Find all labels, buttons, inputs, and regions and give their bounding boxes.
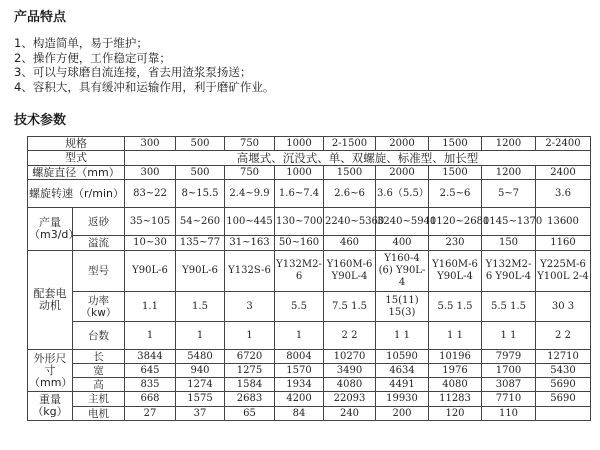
return-cell: 3240~5940	[376, 208, 429, 236]
width-cell: 940	[176, 364, 225, 378]
speed-cell: 3.6（5.5）	[376, 180, 429, 208]
power-cell: 3	[225, 292, 275, 322]
feature-item: 2、操作方便，工作稳定可靠；	[14, 50, 171, 65]
diameter-cell: 2000	[376, 166, 429, 180]
width-cell: 1570	[275, 364, 324, 378]
width-cell: 1700	[482, 364, 536, 378]
return-cell: 35~105	[125, 208, 176, 236]
length-cell: 10590	[376, 350, 429, 364]
row-height	[28, 378, 591, 392]
dims-label: 外形尺寸（mm）	[28, 350, 73, 392]
spec-cell: 2-1500	[324, 137, 376, 151]
height-cell: 1934	[275, 378, 324, 392]
row-spec	[28, 137, 591, 151]
speed-cell: 83~22	[125, 180, 176, 208]
model-cell: Y160-4 (6) Y90L-4	[376, 251, 429, 292]
spec-label: 规格	[28, 137, 125, 151]
speed-cell: 1.6~7.4	[275, 180, 324, 208]
width-cell: 1275	[225, 364, 275, 378]
overflow-cell: 135~77	[176, 236, 225, 251]
count-cell: 2 2	[324, 322, 376, 350]
spec-cell: 500	[176, 137, 225, 151]
model-cell: Y132M2-6 Y90L-4	[482, 251, 536, 292]
spec-cell: 1500	[429, 137, 482, 151]
length-label: 长	[73, 350, 125, 364]
overflow-cell: 10~30	[125, 236, 176, 251]
speed-cell: 2.4~9.9	[225, 180, 275, 208]
main-weight-cell: 2683	[225, 392, 275, 407]
height-cell: 1584	[225, 378, 275, 392]
speed-label: 螺旋转速（r/min）	[28, 180, 125, 208]
diameter-label: 螺旋直径（mm）	[28, 166, 125, 180]
overflow-cell: 1160	[536, 236, 591, 251]
count-cell: 1 1	[376, 322, 429, 350]
speed-cell: 3.6	[536, 180, 591, 208]
feature-item: 1、构造简单，易于维护；	[14, 36, 148, 50]
spec-cell: 2-2400	[536, 137, 591, 151]
row-motor-power	[28, 292, 591, 322]
main-weight-cell: 4200	[275, 392, 324, 407]
overflow-label: 溢流	[73, 236, 125, 251]
motor-weight-cell: 65	[225, 407, 275, 421]
length-cell: 6720	[225, 350, 275, 364]
return-cell: 54~260	[176, 208, 225, 236]
motor-weight-cell: 240	[324, 407, 376, 421]
height-cell: 5690	[536, 378, 591, 392]
model-cell: Y225M-6 Y100L 2-4	[536, 251, 591, 292]
model-cell: Y160M-6 Y90L-4	[429, 251, 482, 292]
row-type	[28, 151, 591, 166]
motor-weight-cell: 27	[125, 407, 176, 421]
motor-weight-cell: 120	[429, 407, 482, 421]
speed-cell: 5~7	[482, 180, 536, 208]
length-cell: 3844	[125, 350, 176, 364]
width-cell: 645	[125, 364, 176, 378]
features-heading: 产品特点	[14, 10, 67, 25]
return-cell: 130~700	[275, 208, 324, 236]
row-motor-count	[28, 322, 591, 350]
spec-cell: 2000	[376, 137, 429, 151]
motor-weight-cell: 110	[482, 407, 536, 421]
overflow-cell: 460	[324, 236, 376, 251]
spec-table	[27, 136, 591, 421]
main-weight-cell: 1575	[176, 392, 225, 407]
row-motor-weight	[28, 407, 591, 421]
return-cell: 13600	[536, 208, 591, 236]
speed-cell: 2.5~6	[429, 180, 482, 208]
row-return-sand	[28, 208, 591, 236]
features-list	[14, 36, 274, 94]
power-cell: 15(11) 15(3)	[376, 292, 429, 322]
power-cell: 5.5 1.5	[482, 292, 536, 322]
return-cell: 100~445	[225, 208, 275, 236]
return-cell: 2240~5360	[324, 208, 376, 236]
feature-item: 3、可以与球磨自流连接，省去用渣浆泵扬送；	[14, 65, 252, 79]
count-cell: 1 1	[429, 322, 482, 350]
return-cell: 1145~1370	[482, 208, 536, 236]
model-cell: Y132M2-6	[275, 251, 324, 292]
return-label: 返砂	[73, 208, 125, 236]
main-weight-cell: 668	[125, 392, 176, 407]
power-cell: 5.5 1.5	[429, 292, 482, 322]
power-cell: 1.1	[125, 292, 176, 322]
model-label: 型号	[73, 251, 125, 292]
height-cell: 4080	[324, 378, 376, 392]
main-weight-cell: 5690	[536, 392, 591, 407]
count-cell: 1	[176, 322, 225, 350]
width-label: 宽	[73, 364, 125, 378]
diameter-cell: 1500	[429, 166, 482, 180]
power-cell: 30 3	[536, 292, 591, 322]
width-cell: 4634	[376, 364, 429, 378]
diameter-cell: 500	[176, 166, 225, 180]
overflow-cell: 50~160	[275, 236, 324, 251]
row-length	[28, 350, 591, 364]
power-cell: 1.5	[176, 292, 225, 322]
row-width	[28, 364, 591, 378]
diameter-cell: 750	[225, 166, 275, 180]
overflow-cell: 31~163	[225, 236, 275, 251]
width-cell: 1976	[429, 364, 482, 378]
row-diameter	[28, 166, 591, 180]
overflow-cell: 230	[429, 236, 482, 251]
count-cell: 1	[125, 322, 176, 350]
height-cell: 1274	[176, 378, 225, 392]
length-cell: 10270	[324, 350, 376, 364]
power-cell: 5.5	[275, 292, 324, 322]
spec-cell: 1000	[275, 137, 324, 151]
motor-weight-cell: 200	[376, 407, 429, 421]
model-cell: Y90L-6	[176, 251, 225, 292]
row-main-weight	[28, 392, 591, 407]
count-label: 台数	[73, 322, 125, 350]
overflow-cell: 400	[376, 236, 429, 251]
row-overflow	[28, 236, 591, 251]
motor-weight-cell: 37	[176, 407, 225, 421]
weight-label: 重量（kg）	[28, 392, 73, 421]
length-cell: 7979	[482, 350, 536, 364]
model-cell: Y132S-6	[225, 251, 275, 292]
motor-weight-cell	[536, 407, 591, 421]
spec-cell: 750	[225, 137, 275, 151]
width-cell: 3490	[324, 364, 376, 378]
count-cell: 2 2	[536, 322, 591, 350]
power-label: 功率（kw）	[73, 292, 125, 322]
model-cell: Y160M-6 Y90L-4	[324, 251, 376, 292]
diameter-cell: 1000	[275, 166, 324, 180]
speed-cell: 8~15.5	[176, 180, 225, 208]
length-cell: 12710	[536, 350, 591, 364]
return-cell: 1120~2680	[429, 208, 482, 236]
main-weight-cell: 11283	[429, 392, 482, 407]
diameter-cell: 1500	[324, 166, 376, 180]
height-label: 高	[73, 378, 125, 392]
width-cell: 5430	[536, 364, 591, 378]
main-weight-cell: 22093	[324, 392, 376, 407]
length-cell: 10196	[429, 350, 482, 364]
motor-weight-label: 电机	[73, 407, 125, 421]
spec-cell: 300	[125, 137, 176, 151]
main-weight-cell: 19930	[376, 392, 429, 407]
model-cell: Y90L-6	[125, 251, 176, 292]
count-cell: 1 1	[482, 322, 536, 350]
speed-cell: 2.6~6	[324, 180, 376, 208]
length-cell: 5480	[176, 350, 225, 364]
overflow-cell: 150	[482, 236, 536, 251]
diameter-cell: 300	[125, 166, 176, 180]
diameter-cell: 2400	[536, 166, 591, 180]
motor-weight-cell: 84	[275, 407, 324, 421]
type-value: 高堰式、沉没式、单、双螺旋、标准型、加长型	[125, 151, 591, 166]
diameter-cell: 1200	[482, 166, 536, 180]
type-label: 型式	[28, 151, 125, 166]
feature-item: 4、容积大，具有缓冲和运输作用，利于磨矿作业。	[14, 79, 275, 94]
height-cell: 4491	[376, 378, 429, 392]
spec-cell: 1200	[482, 137, 536, 151]
specs-heading: 技术参数	[14, 113, 67, 128]
power-cell: 7.5 1.5	[324, 292, 376, 322]
height-cell: 835	[125, 378, 176, 392]
row-motor-model	[28, 251, 591, 292]
height-cell: 3087	[482, 378, 536, 392]
count-cell: 1	[275, 322, 324, 350]
length-cell: 8004	[275, 350, 324, 364]
motor-label: 配套电动机	[28, 251, 73, 350]
row-speed	[28, 180, 591, 208]
count-cell: 1	[225, 322, 275, 350]
capacity-label: 产量（m3/d）	[28, 208, 73, 251]
height-cell: 4080	[429, 378, 482, 392]
main-weight-label: 主机	[73, 392, 125, 407]
main-weight-cell: 7710	[482, 392, 536, 407]
